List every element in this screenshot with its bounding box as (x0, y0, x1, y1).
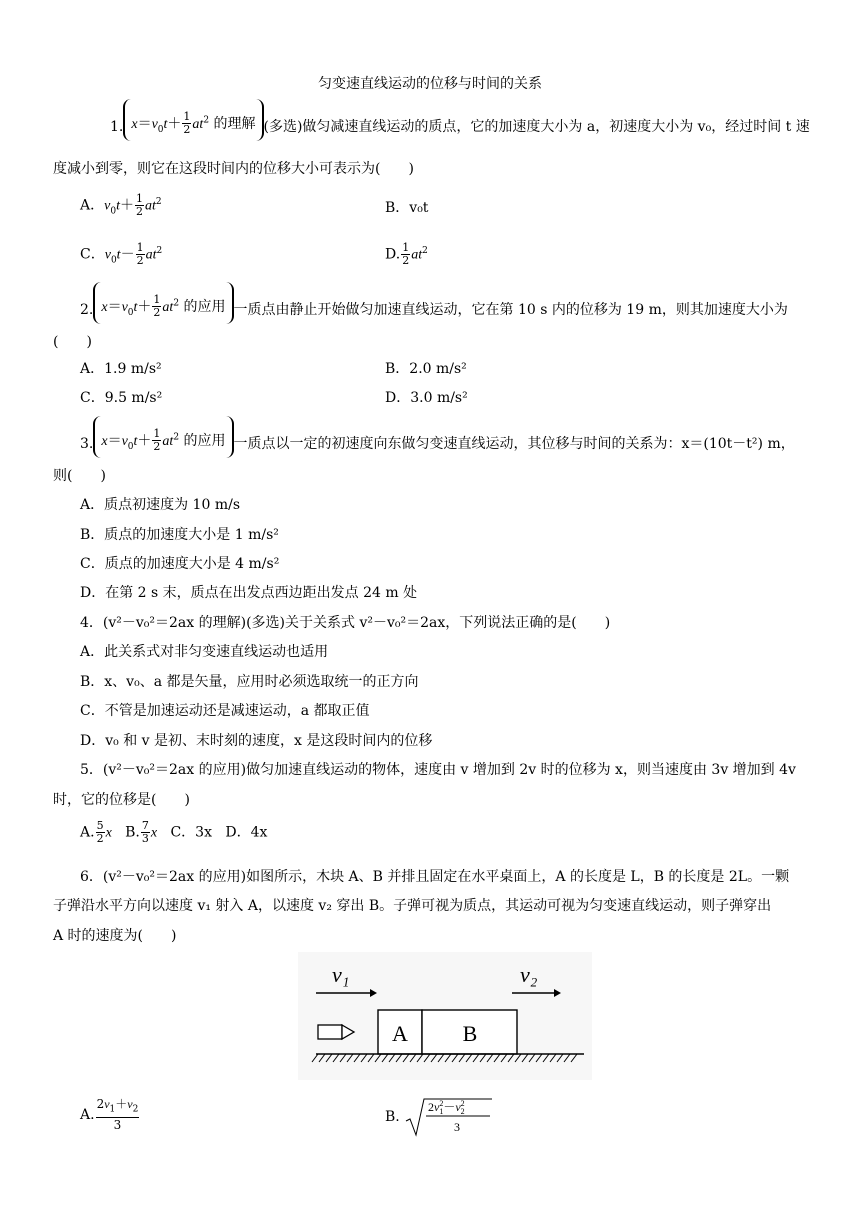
q3-formula-bracket: $x=v_0t+$ $\frac{1}{2}$ $at^2$ 的应用 (93, 416, 233, 458)
q2-option-b: B．2.0 m/s² (385, 361, 467, 377)
q5-option-a-frac: $\frac{5}{2}$ (96, 819, 104, 845)
q5-line2: 时，它的位移是( ) (53, 792, 190, 808)
q2-body-line1: 一质点由静止开始做匀加速直线运动，它在第 10 s 内的位移为 19 m，则其加速度大小为 (233, 302, 788, 318)
q5-option-d: D．4x (225, 824, 268, 841)
q2-body-line2: ( ) (53, 334, 92, 350)
q3-option-a: A．质点初速度为 10 m/s (80, 497, 241, 513)
svg-text:3: 3 (454, 1120, 461, 1134)
q6-option-a: A. $\frac{2v_1+v_2}{3}$ (80, 1097, 139, 1133)
q3-heading (80, 427, 795, 458)
q4-option-c: C．不管是加速运动还是减速运动，a 都取正值 (80, 703, 370, 719)
q3-number: 3. (80, 436, 94, 452)
q1-option-a: A．$v_0t+$ $\frac{1}{2}$ $at^2$ (80, 192, 162, 218)
q1-formula-bracket: $x=v_0t+$ $\frac{1}{2}$ $at^2$ 的理解 (123, 99, 263, 141)
q5-option-b-label: B. (125, 824, 140, 841)
q1-number: 1. (110, 119, 124, 135)
q5-option-c: C．3x (170, 824, 212, 841)
sqrt-symbol (404, 1097, 494, 1137)
q3-body-line2: 则( ) (53, 468, 106, 484)
q5-options: A. $\frac{5}{2}$ x B. $\frac{7}{3}$ x C．3x D．4x (80, 819, 268, 845)
q6-option-b: B. $2v_12-v_22$ 3 (385, 1097, 494, 1137)
v1-label: v₁ (332, 962, 350, 987)
q6-line1: 6．(v²－v₀²＝2ax 的应用)如图所示，木块 A、B 并排且固定在水平桌面上，A 的长度是 L，B 的长度是 2L。一颗 (80, 869, 790, 885)
q4-stem: 4．(v²－v₀²＝2ax 的理解)(多选)关于关系式 v²－v₀²＝2ax，下列说法正确的是( ) (80, 615, 611, 631)
q2-option-d: D．3.0 m/s² (385, 390, 468, 406)
q6-figure (298, 952, 592, 1080)
block-a-label: A (392, 1021, 408, 1046)
q5-option-b-frac: $\frac{7}{3}$ (141, 819, 149, 845)
svg-text:2v12－v22: $2v_12-v_22$ (428, 1099, 465, 1116)
q2-number: 2. (80, 302, 94, 318)
page-title: 匀变速直线运动的位移与时间的关系 (318, 76, 542, 92)
q6-line3: A 时的速度为( ) (53, 928, 177, 944)
q2-option-a: A．1.9 m/s² (80, 361, 162, 377)
q6-line2: 子弹沿水平方向以速度 v₁ 射入 A，以速度 v₂ 穿出 B。子弹可视为质点，其运动可视为匀变速直线运动，则子弹穿出 (53, 898, 772, 914)
block-b-label: B (462, 1021, 478, 1046)
q4-option-b: B．x、v₀、a 都是矢量，应用时必须选取统一的正方向 (80, 674, 419, 690)
q5-line1: 5．(v²－v₀²＝2ax 的应用)做匀加速直线运动的物体，速度由 v 增加到 2v 时的位移为 x，则当速度由 3v 增加到 4v (80, 762, 796, 778)
q1-body-line2: 度减小到零，则它在这段时间内的位移大小可表示为( ) (53, 161, 414, 177)
q2-formula-bracket: $x=v_0t+$ $\frac{1}{2}$ $at^2$ 的应用 (93, 282, 233, 324)
q1-option-b: B．v₀t (385, 200, 429, 216)
q4-option-d: D．v₀ 和 v 是初、末时刻的速度，x 是这段时间内的位移 (80, 733, 433, 749)
q1-heading (110, 110, 810, 141)
q3-body-line1: 一质点以一定的初速度向东做匀变速直线运动，其位移与时间的关系为：x＝(10t－t²) m， (233, 436, 795, 452)
q3-option-b: B．质点的加速度大小是 1 m/s² (80, 527, 279, 543)
q1-body-line1: (多选)做匀减速直线运动的质点，它的加速度大小为 a，初速度大小为 v₀，经过时间 t 速 (263, 119, 810, 135)
q2-option-c: C．9.5 m/s² (80, 390, 163, 406)
q1-option-d: D. $\frac{1}{2}$ $at^2$ (385, 241, 428, 267)
q3-option-c: C．质点的加速度大小是 4 m/s² (80, 556, 280, 572)
q4-option-a: A．此关系式对非匀变速直线运动也适用 (80, 644, 329, 660)
q2-heading (80, 293, 788, 324)
q1-option-c: C．$v_0t-$ $\frac{1}{2}$ $at^2$ (80, 241, 163, 267)
q5-option-a-label: A. (80, 824, 95, 841)
q3-option-d: D．在第 2 s 末，质点在出发点西边距出发点 24 m 处 (80, 585, 418, 601)
v2-label: v₂ (520, 962, 538, 987)
